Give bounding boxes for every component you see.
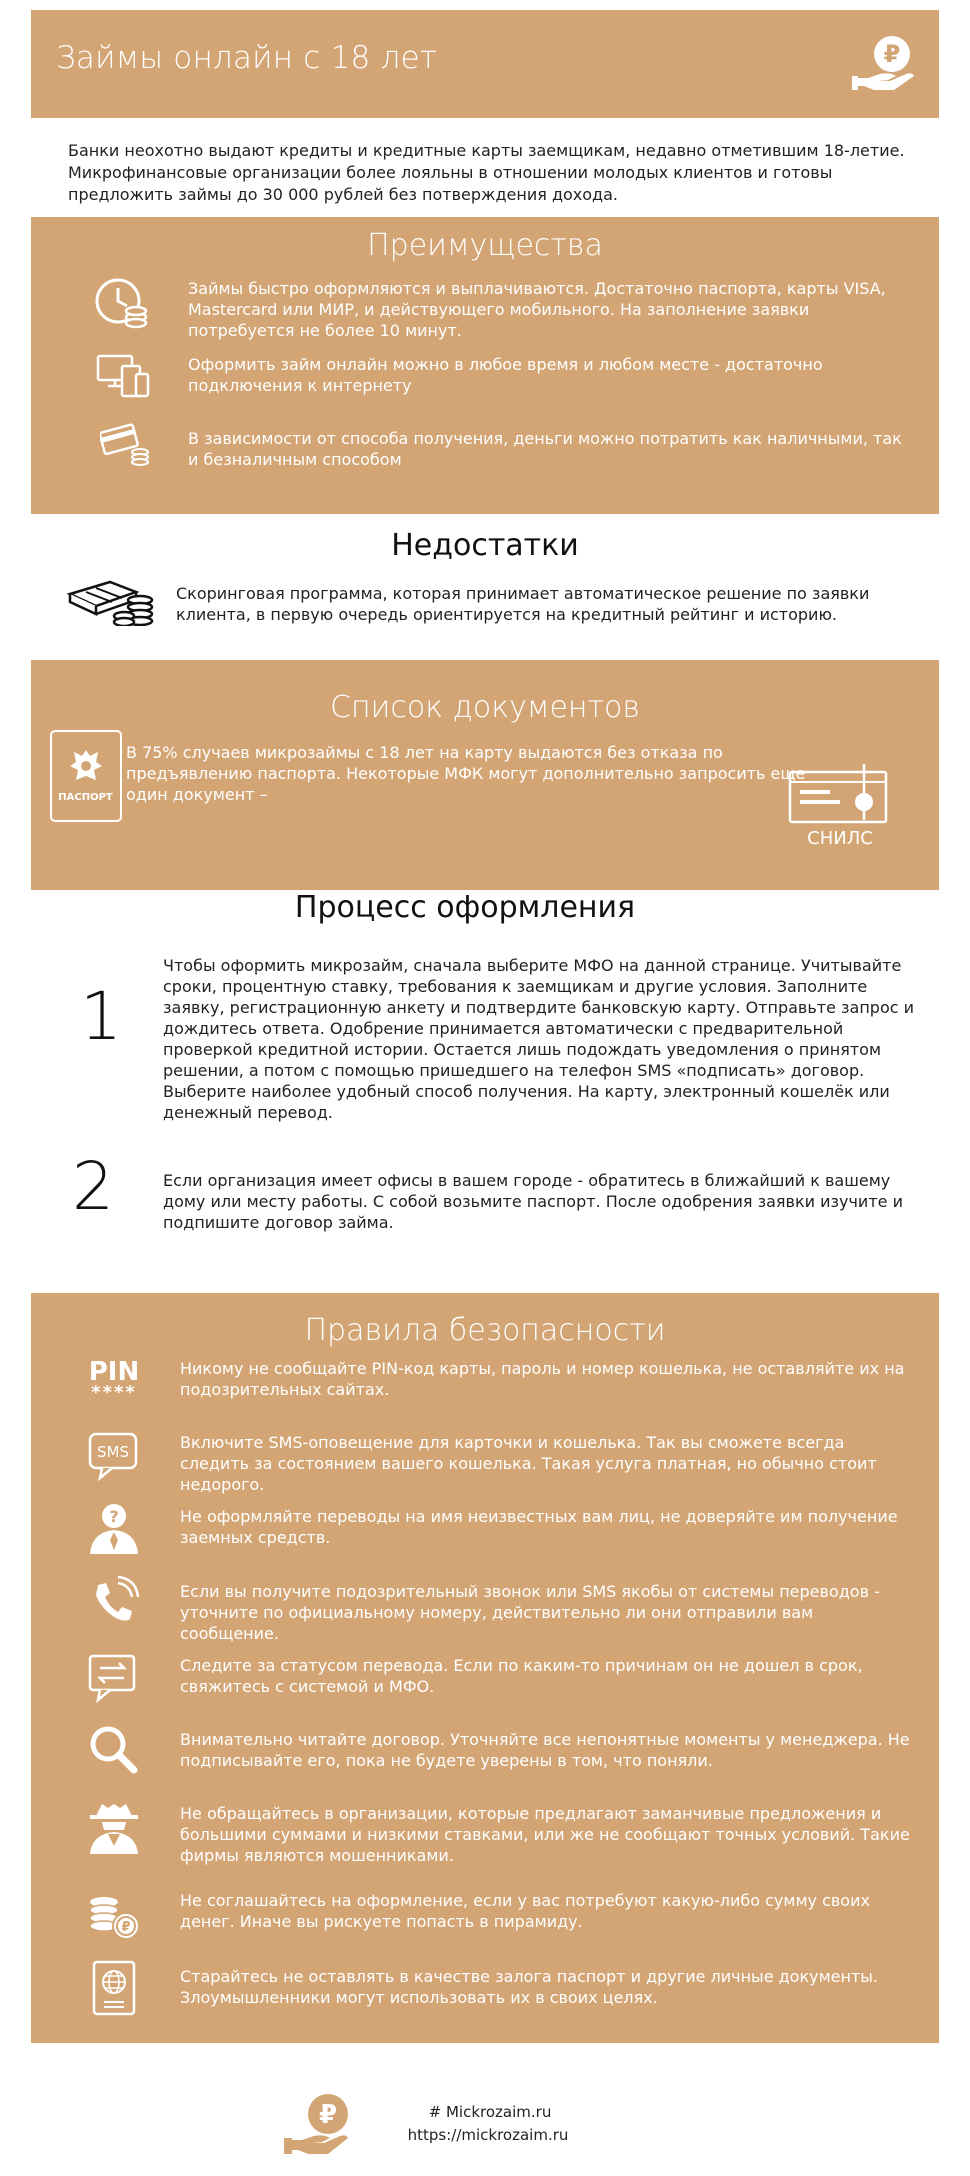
coat-of-arms-icon xyxy=(66,746,106,786)
advantages-title: Преимущества xyxy=(367,228,603,263)
pin-icon xyxy=(86,1358,142,1414)
step-text-1: Чтобы оформить микрозайм, сначала выберите МФО на данной странице. Учитывайте сроки, процентную ставку, требования к заемщикам и другие условия. Заполните заявку, регистрационную анкету и подтвердите банковскую карту. Отправьте запрос и дождитесь ответа. Одобрение принимается автоматически с предварительной проверкой кредитной истории. Остается лишь подождать уведомления о принятом решении, а потом с помощью пришедшего на телефон SMS «подписать» договор. Выберите наиболее удобный способ получения. На карту, электронный кошелёк или денежный перевод. xyxy=(163,956,915,1122)
safety-title: Правила безопасности xyxy=(304,1313,666,1348)
snils-card-icon xyxy=(788,762,888,824)
footer-logo-icon xyxy=(282,2090,358,2160)
step-text-2: Если организация имеет офисы в вашем городе - обратитесь в ближайший к вашему дому или месту работы. С собой возьмите паспорт. После одобрения заявки изучите и подпишите договор займа. xyxy=(163,1171,903,1232)
spy-icon xyxy=(86,1800,142,1856)
passport-icon xyxy=(50,730,122,822)
documents-title: Список документов xyxy=(330,690,640,725)
advantage-text-1: Займы быстро оформляются и выплачиваются. Достаточно паспорта, карты VISA, Mastercard или МИР, и действующего мобильного. На заполнение заявки потребуется не более 10 минут. xyxy=(188,279,886,340)
svg-text:₽: ₽ xyxy=(121,1920,131,1935)
safety-text-9: Старайтесь не оставлять в качестве залога паспорт и другие личные документы. Злоумышленники могут использовать их в своих целях. xyxy=(180,1967,879,2007)
transfer-status-icon xyxy=(86,1650,142,1706)
safety-text-4: Если вы получите подозрительный звонок или SMS якобы от системы переводов - уточните по официальному номеру, действительно ли они отправили вам сообщение. xyxy=(180,1582,880,1643)
pin-mask: **** xyxy=(91,1382,137,1403)
phone-call-icon xyxy=(86,1575,142,1631)
advantage-text-3: В зависимости от способа получения, деньги можно потратить как наличными, так и безналичным способом xyxy=(188,429,902,469)
sms-icon xyxy=(86,1428,142,1484)
clock-coins-icon xyxy=(94,275,150,331)
ruble-hand-icon xyxy=(850,28,922,100)
footer-url[interactable]: https://mickrozaim.ru xyxy=(407,2126,569,2144)
process-title: Процесс оформления xyxy=(294,890,636,925)
documents-text: В 75% случаев микрозаймы с 18 лет на карту выдаются без отказа по предъявлению паспорта. Некоторые МФК могут дополнительно запросить еще один документ – xyxy=(126,743,806,804)
advantage-text-2: Оформить займ онлайн можно в любое время и любом месте - достаточно подключения к интернету xyxy=(188,355,823,395)
safety-text-6: Внимательно читайте договор. Уточняйте все непонятные моменты у менеджера. Не подписывайте его, пока не будете уверены в том, что поняли. xyxy=(180,1730,910,1770)
unknown-person-icon xyxy=(86,1500,142,1556)
money-stack-icon xyxy=(66,570,156,626)
safety-text-2: Включите SMS-оповещение для карточки и кошелька. Так вы сможете всегда следить за состоянием вашего кошелька. Такая услуга платная, но обычно стоит недорого. xyxy=(180,1433,877,1494)
disadvantages-title: Недостатки xyxy=(391,528,579,563)
step-number-2: 2 xyxy=(72,1148,114,1225)
svg-text:₽: ₽ xyxy=(883,40,901,68)
svg-text:?: ? xyxy=(109,1507,119,1526)
svg-text:₽: ₽ xyxy=(318,2100,338,2130)
safety-text-5: Следите за статусом перевода. Если по каким-то причинам он не дошел в срок, свяжитесь с системой и МФО. xyxy=(180,1656,863,1696)
safety-text-8: Не соглашайтесь на оформление, если у вас потребуют какую-либо сумму своих денег. Иначе вы рискуете попасть в пирамиду. xyxy=(180,1891,870,1931)
safety-text-3: Не оформляйте переводы на имя неизвестных вам лиц, не доверяйте им получение заемных средств. xyxy=(180,1507,898,1547)
step-number-1: 1 xyxy=(80,978,122,1055)
snils-label: СНИЛС xyxy=(807,828,873,849)
passport-label: ПАСПОРТ xyxy=(58,792,113,803)
devices-icon xyxy=(96,352,152,402)
intro-text: Банки неохотно выдают кредиты и кредитные карты заемщикам, недавно отметившим 18-летие. Микрофинансовые организации более лояльны в отношении молодых клиентов и готовы предложить займы до 30 000 рублей без потверждения дохода. xyxy=(68,141,905,204)
sms-label: SMS xyxy=(97,1443,129,1461)
footer-hashtag: # Mickrozaim.ru xyxy=(428,2103,552,2121)
passport-globe-icon xyxy=(86,1960,142,2016)
disadvantages-text: Скоринговая программа, которая принимает автоматическое решение по заявки клиента, в первую очередь ориентируется на кредитный рейтинг и историю. xyxy=(176,584,870,624)
safety-text-1: Никому не сообщайте PIN-код карты, пароль и номер кошелька, не оставляйте их на подозрительных сайтах. xyxy=(180,1359,905,1399)
page-title: Займы онлайн с 18 лет xyxy=(56,40,437,76)
pin-label: PIN xyxy=(88,1357,140,1387)
coins-ruble-icon xyxy=(86,1888,142,1944)
magnifier-icon xyxy=(86,1722,142,1778)
safety-text-7: Не обращайтесь в организации, которые предлагают заманчивые предложения и большими суммами и низкими ставками, или же не сообщают точных условий. Такие фирмы являются мошенниками. xyxy=(180,1804,910,1865)
card-coins-icon xyxy=(100,420,152,466)
